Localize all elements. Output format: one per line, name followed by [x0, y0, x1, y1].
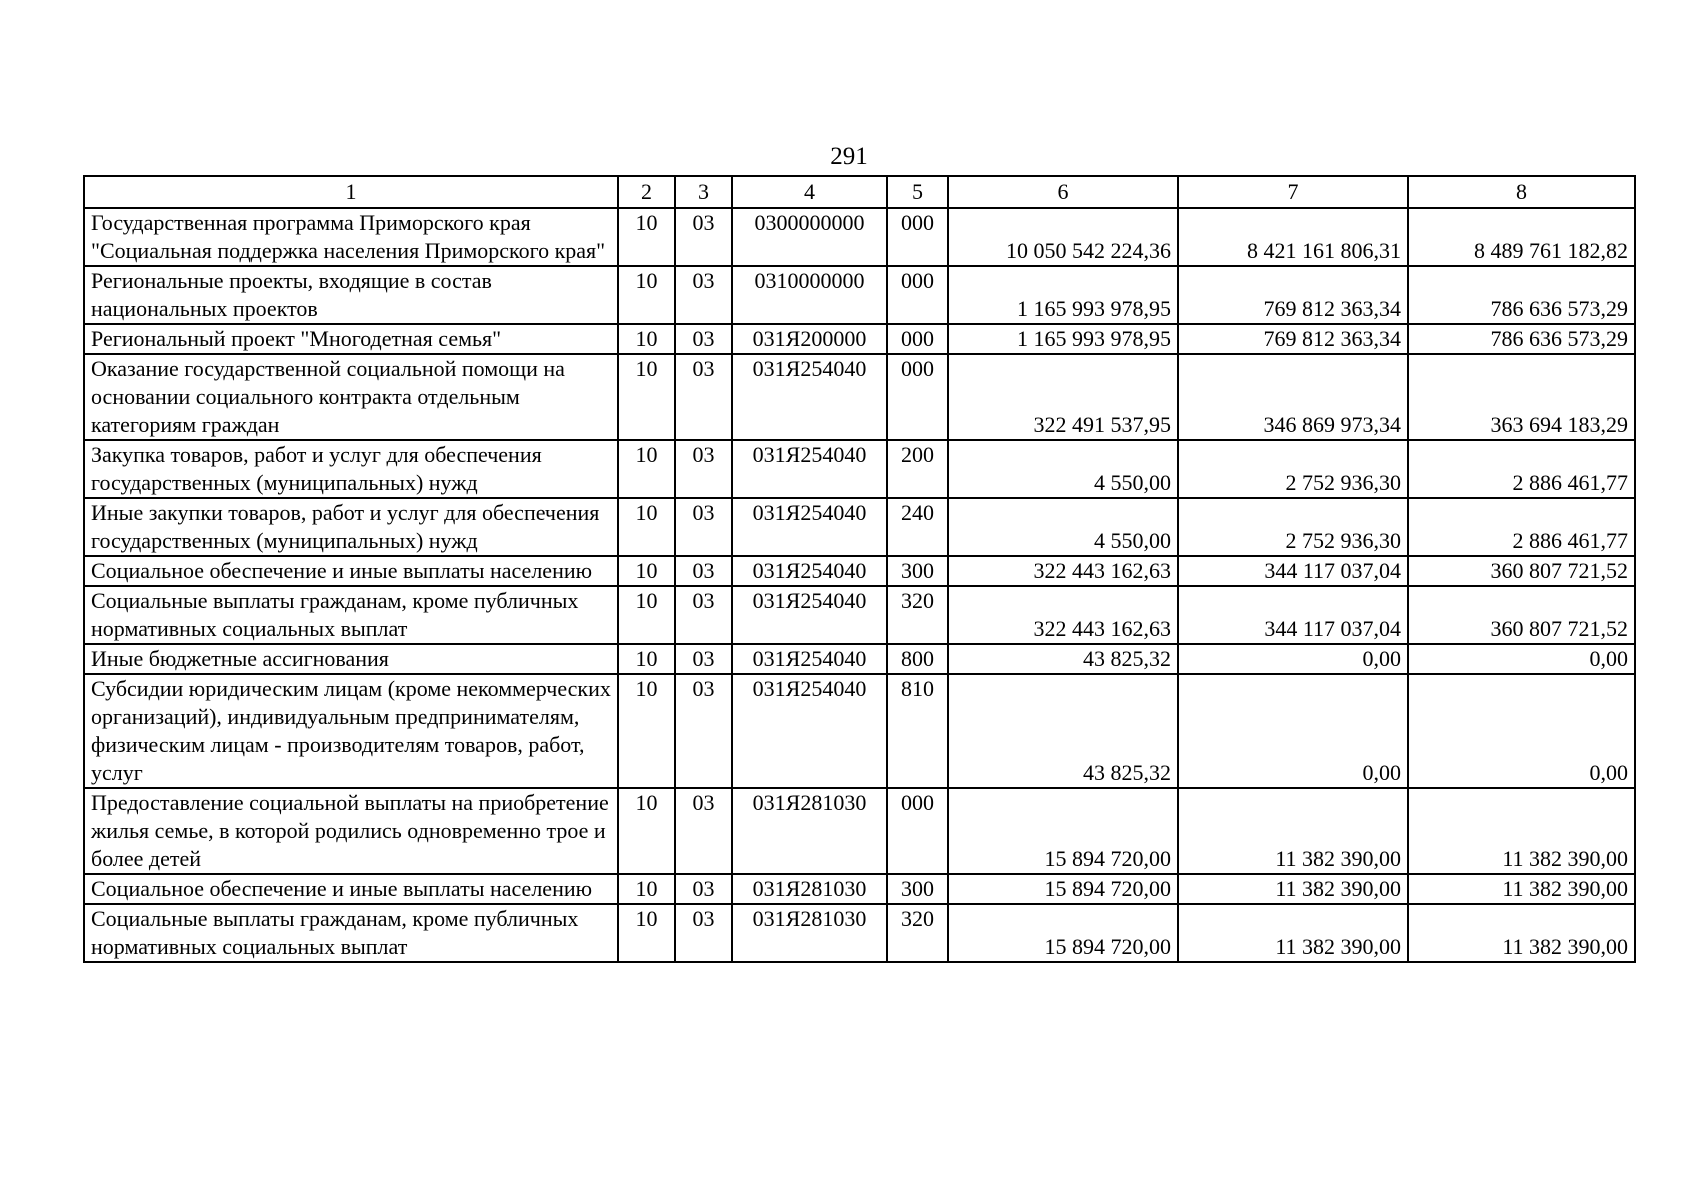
target-article-cell: 031Я254040: [732, 556, 887, 586]
table-header-row: [84, 176, 1635, 208]
column-header: 1: [84, 176, 618, 208]
amount-cell: 2 752 936,30: [1178, 498, 1408, 556]
subsection-code-cell: 03: [675, 208, 732, 266]
section-code-cell: 10: [618, 556, 675, 586]
column-header: 2: [618, 176, 675, 208]
amount-cell: 11 382 390,00: [1408, 788, 1635, 874]
amount-cell: 11 382 390,00: [1408, 874, 1635, 904]
amount-cell: 363 694 183,29: [1408, 354, 1635, 440]
amount-cell: 1 165 993 978,95: [948, 324, 1178, 354]
row-name-cell: Закупка товаров, работ и услуг для обеспечения государственных (муниципальных) нужд: [84, 440, 618, 498]
budget-table: [83, 175, 1636, 963]
target-article-cell: 031Я281030: [732, 788, 887, 874]
amount-cell: 11 382 390,00: [1178, 874, 1408, 904]
expense-type-cell: 320: [887, 904, 948, 962]
amount-cell: 2 752 936,30: [1178, 440, 1408, 498]
row-name-cell: Предоставление социальной выплаты на приобретение жилья семье, в которой родились одновременно трое и более детей: [84, 788, 618, 874]
table-row: [84, 208, 1635, 266]
table-row: [84, 498, 1635, 556]
section-code-cell: 10: [618, 644, 675, 674]
expense-type-cell: 800: [887, 644, 948, 674]
target-article-cell: 031Я254040: [732, 440, 887, 498]
expense-type-cell: 000: [887, 324, 948, 354]
expense-type-cell: 000: [887, 208, 948, 266]
section-code-cell: 10: [618, 586, 675, 644]
amount-cell: 769 812 363,34: [1178, 266, 1408, 324]
table-row: [84, 904, 1635, 962]
table-row: [84, 440, 1635, 498]
amount-cell: 346 869 973,34: [1178, 354, 1408, 440]
expense-type-cell: 000: [887, 266, 948, 324]
amount-cell: 2 886 461,77: [1408, 498, 1635, 556]
amount-cell: 43 825,32: [948, 644, 1178, 674]
table-row: [84, 874, 1635, 904]
expense-type-cell: 200: [887, 440, 948, 498]
amount-cell: 15 894 720,00: [948, 874, 1178, 904]
row-name-cell: Социальные выплаты гражданам, кроме публичных нормативных социальных выплат: [84, 586, 618, 644]
amount-cell: 0,00: [1178, 674, 1408, 788]
target-article-cell: 031Я254040: [732, 674, 887, 788]
row-name-cell: Государственная программа Приморского края "Социальная поддержка населения Приморского края": [84, 208, 618, 266]
expense-type-cell: 240: [887, 498, 948, 556]
amount-cell: 4 550,00: [948, 440, 1178, 498]
amount-cell: 322 443 162,63: [948, 556, 1178, 586]
column-header: 5: [887, 176, 948, 208]
section-code-cell: 10: [618, 674, 675, 788]
column-header: 3: [675, 176, 732, 208]
amount-cell: 0,00: [1178, 644, 1408, 674]
amount-cell: 4 550,00: [948, 498, 1178, 556]
target-article-cell: 031Я281030: [732, 874, 887, 904]
expense-type-cell: 320: [887, 586, 948, 644]
subsection-code-cell: 03: [675, 324, 732, 354]
section-code-cell: 10: [618, 266, 675, 324]
amount-cell: 322 491 537,95: [948, 354, 1178, 440]
table-row: [84, 266, 1635, 324]
amount-cell: 344 117 037,04: [1178, 556, 1408, 586]
subsection-code-cell: 03: [675, 556, 732, 586]
expense-type-cell: 300: [887, 556, 948, 586]
amount-cell: 360 807 721,52: [1408, 586, 1635, 644]
amount-cell: 0,00: [1408, 644, 1635, 674]
table-row: [84, 324, 1635, 354]
expense-type-cell: 810: [887, 674, 948, 788]
amount-cell: 0,00: [1408, 674, 1635, 788]
amount-cell: 769 812 363,34: [1178, 324, 1408, 354]
row-name-cell: Субсидии юридическим лицам (кроме некоммерческих организаций), индивидуальным предпринимателям, физическим лицам - производителям товаров, работ, услуг: [84, 674, 618, 788]
row-name-cell: Социальное обеспечение и иные выплаты населению: [84, 556, 618, 586]
amount-cell: 11 382 390,00: [1408, 904, 1635, 962]
column-header: 8: [1408, 176, 1635, 208]
amount-cell: 2 886 461,77: [1408, 440, 1635, 498]
subsection-code-cell: 03: [675, 904, 732, 962]
subsection-code-cell: 03: [675, 498, 732, 556]
column-header: 4: [732, 176, 887, 208]
expense-type-cell: 000: [887, 788, 948, 874]
row-name-cell: Социальные выплаты гражданам, кроме публичных нормативных социальных выплат: [84, 904, 618, 962]
amount-cell: 360 807 721,52: [1408, 556, 1635, 586]
section-code-cell: 10: [618, 874, 675, 904]
section-code-cell: 10: [618, 354, 675, 440]
row-name-cell: Оказание государственной социальной помощи на основании социального контракта отдельным категориям граждан: [84, 354, 618, 440]
subsection-code-cell: 03: [675, 266, 732, 324]
table-row: [84, 556, 1635, 586]
subsection-code-cell: 03: [675, 440, 732, 498]
amount-cell: 786 636 573,29: [1408, 324, 1635, 354]
section-code-cell: 10: [618, 788, 675, 874]
target-article-cell: 031Я200000: [732, 324, 887, 354]
subsection-code-cell: 03: [675, 788, 732, 874]
table-row: [84, 788, 1635, 874]
target-article-cell: 0300000000: [732, 208, 887, 266]
amount-cell: 11 382 390,00: [1178, 904, 1408, 962]
subsection-code-cell: 03: [675, 586, 732, 644]
target-article-cell: 0310000000: [732, 266, 887, 324]
section-code-cell: 10: [618, 440, 675, 498]
table-row: [84, 586, 1635, 644]
target-article-cell: 031Я254040: [732, 644, 887, 674]
amount-cell: 15 894 720,00: [948, 788, 1178, 874]
section-code-cell: 10: [618, 208, 675, 266]
amount-cell: 786 636 573,29: [1408, 266, 1635, 324]
amount-cell: 8 489 761 182,82: [1408, 208, 1635, 266]
row-name-cell: Иные закупки товаров, работ и услуг для обеспечения государственных (муниципальных) нужд: [84, 498, 618, 556]
target-article-cell: 031Я254040: [732, 586, 887, 644]
page-number: 291: [830, 143, 868, 170]
amount-cell: 15 894 720,00: [948, 904, 1178, 962]
table-row: [84, 674, 1635, 788]
subsection-code-cell: 03: [675, 354, 732, 440]
subsection-code-cell: 03: [675, 674, 732, 788]
table-row: [84, 644, 1635, 674]
column-header: 7: [1178, 176, 1408, 208]
section-code-cell: 10: [618, 498, 675, 556]
amount-cell: 322 443 162,63: [948, 586, 1178, 644]
table-row: [84, 354, 1635, 440]
amount-cell: 8 421 161 806,31: [1178, 208, 1408, 266]
amount-cell: 43 825,32: [948, 674, 1178, 788]
row-name-cell: Региональные проекты, входящие в состав национальных проектов: [84, 266, 618, 324]
row-name-cell: Региональный проект "Многодетная семья": [84, 324, 618, 354]
amount-cell: 10 050 542 224,36: [948, 208, 1178, 266]
amount-cell: 344 117 037,04: [1178, 586, 1408, 644]
section-code-cell: 10: [618, 904, 675, 962]
subsection-code-cell: 03: [675, 874, 732, 904]
column-header: 6: [948, 176, 1178, 208]
expense-type-cell: 300: [887, 874, 948, 904]
row-name-cell: Социальное обеспечение и иные выплаты населению: [84, 874, 618, 904]
subsection-code-cell: 03: [675, 644, 732, 674]
target-article-cell: 031Я281030: [732, 904, 887, 962]
amount-cell: 1 165 993 978,95: [948, 266, 1178, 324]
amount-cell: 11 382 390,00: [1178, 788, 1408, 874]
row-name-cell: Иные бюджетные ассигнования: [84, 644, 618, 674]
target-article-cell: 031Я254040: [732, 354, 887, 440]
section-code-cell: 10: [618, 324, 675, 354]
expense-type-cell: 000: [887, 354, 948, 440]
target-article-cell: 031Я254040: [732, 498, 887, 556]
